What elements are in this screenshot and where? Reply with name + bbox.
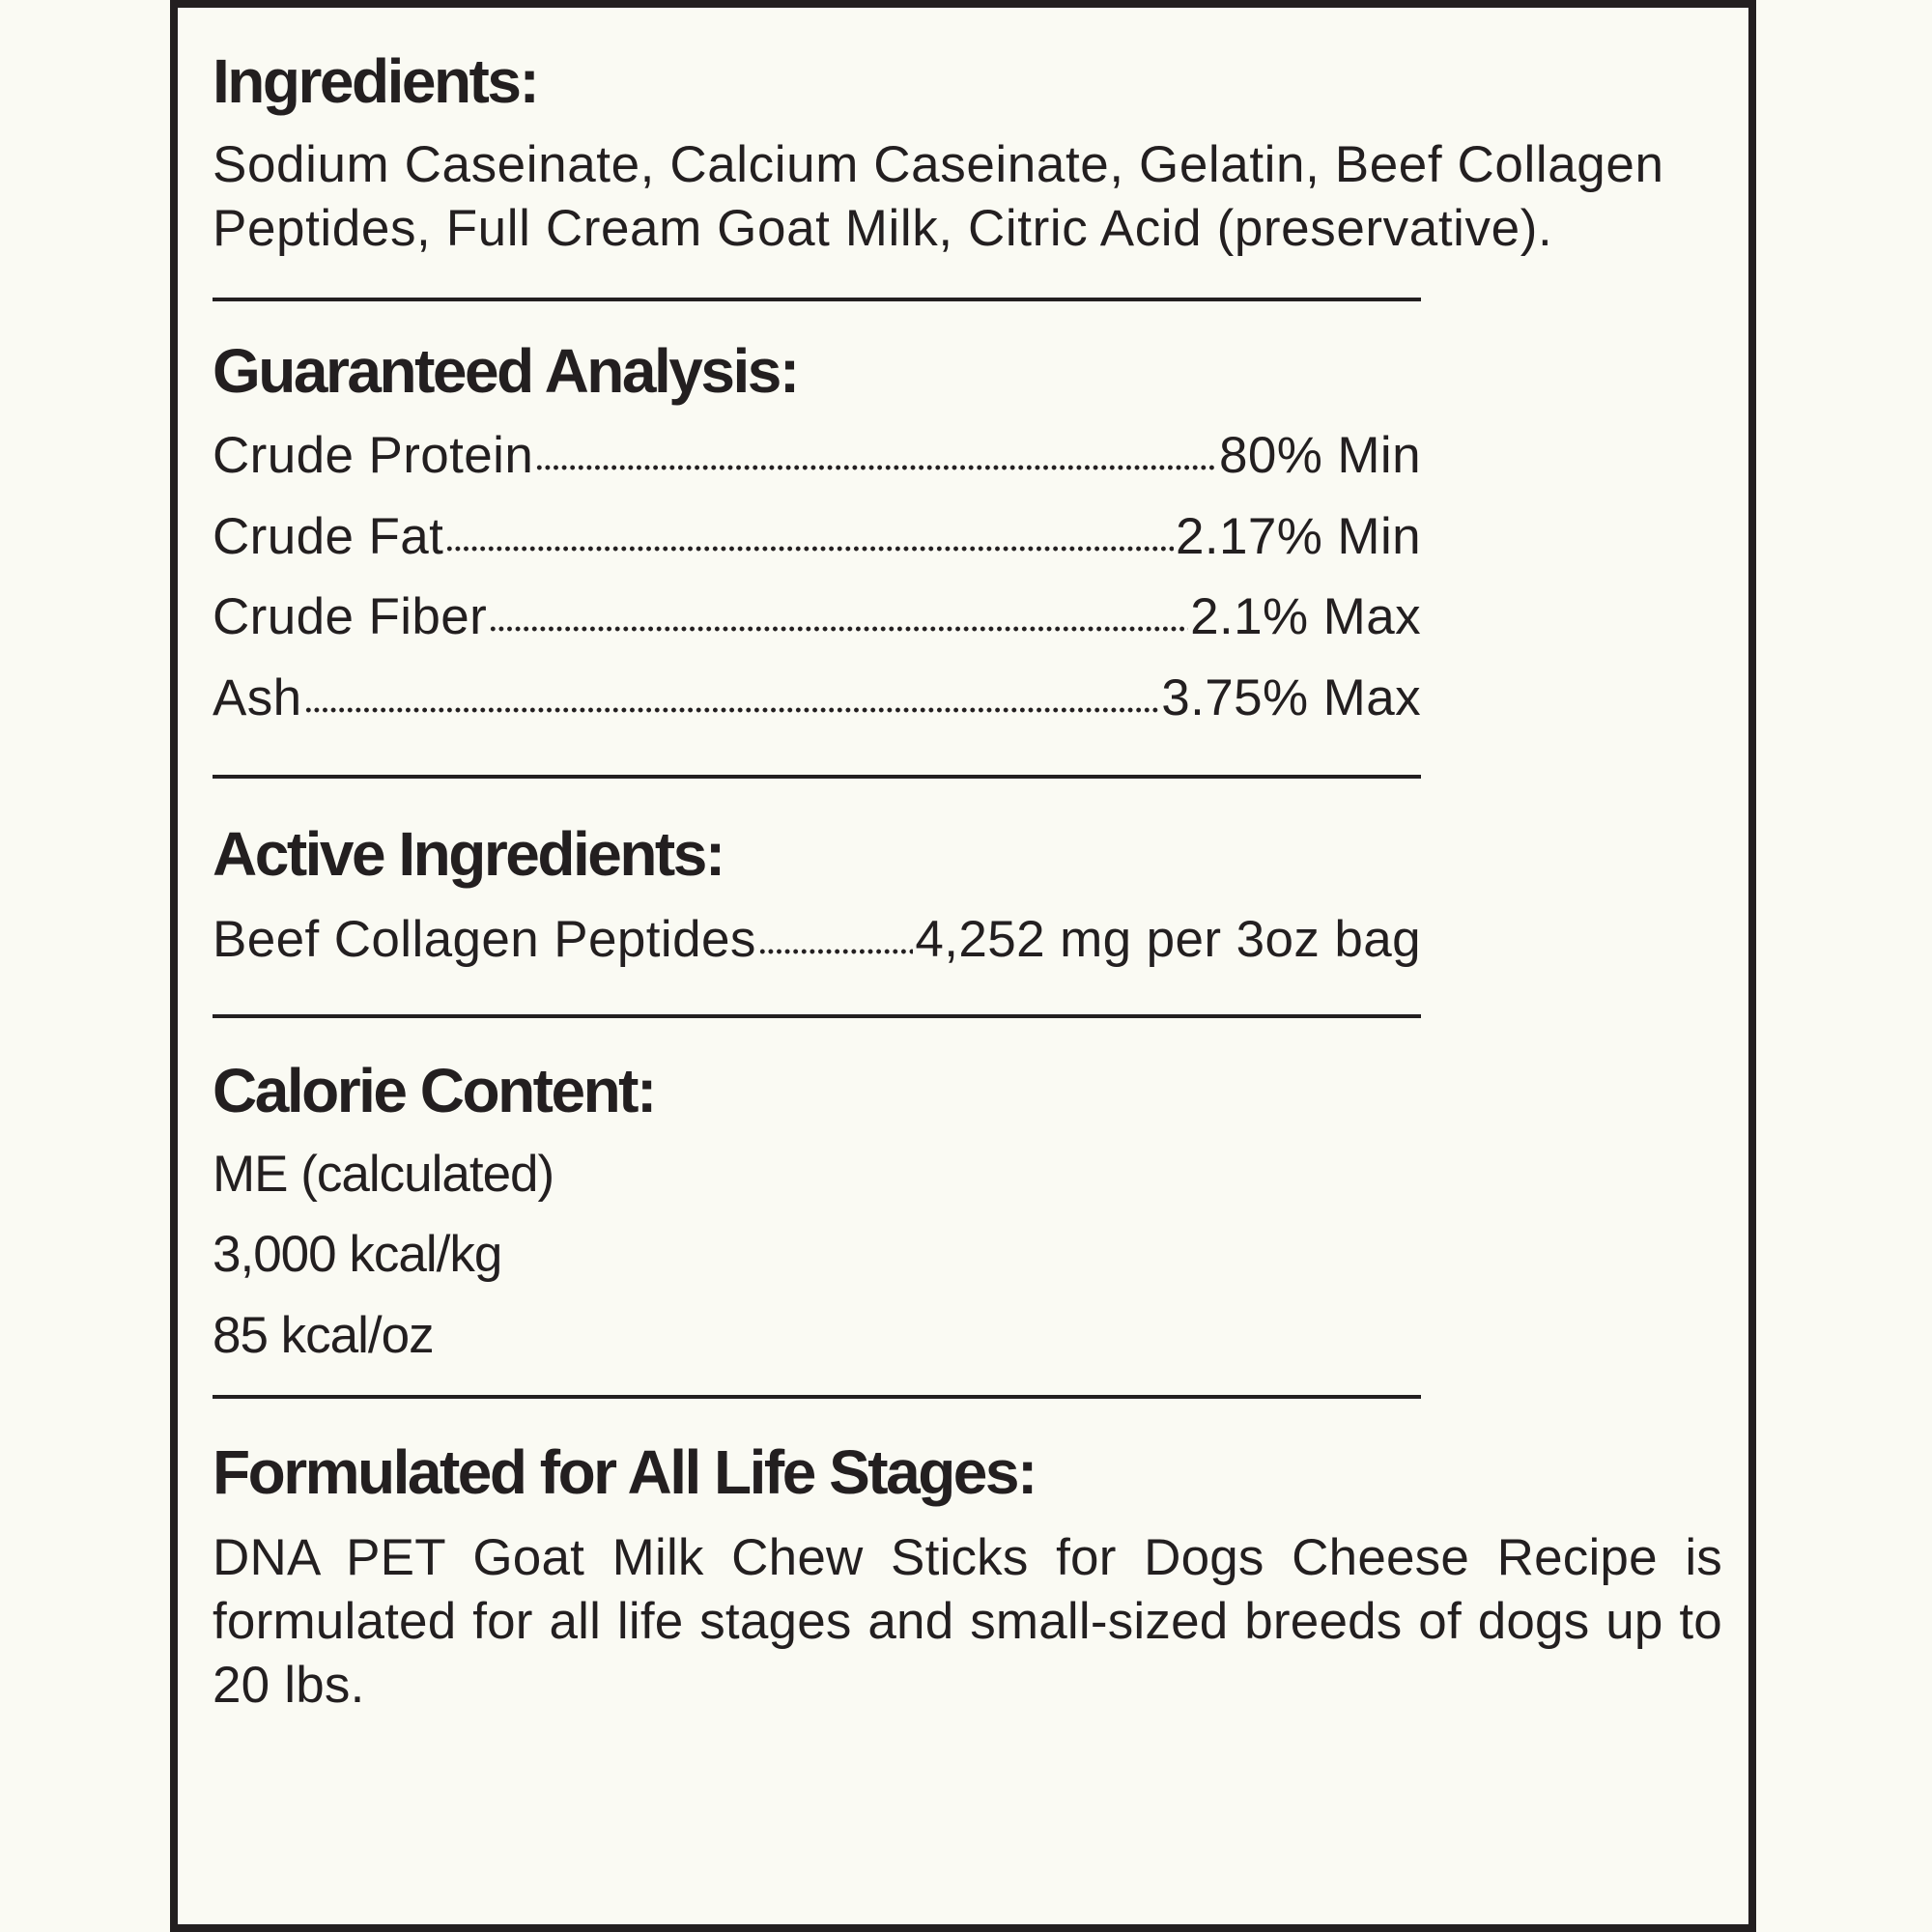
analysis-value: 2.1% Max [1190,588,1421,645]
dot-leader [304,703,1160,717]
analysis-row-ash [213,667,1421,730]
calorie-line-method: ME (calculated) [213,1146,554,1203]
dot-leader [445,542,1174,555]
dot-leader [489,622,1188,636]
ingredients-text: Sodium Caseinate, Calcium Caseinate, Gelatin, Beef Collagen Peptides, Full Cream Goat Milk, Citric Acid (preservative). [213,136,1664,257]
divider-3 [213,1014,1421,1018]
life-stages-text: DNA PET Goat Milk Chew Sticks for Dogs Cheese Recipe is formulated for all life stages and small-sized breeds of dogs up to 20 lbs. [213,1529,1722,1714]
life-stages-heading: Formulated for All Life Stages: [213,1437,1036,1507]
dot-leader [758,945,914,958]
active-ingredient-label: Beef Collagen Peptides [213,911,756,968]
nutrition-label-content [213,0,1722,1932]
analysis-label: Ash [213,669,302,726]
divider-4 [213,1395,1421,1399]
analysis-row-crude-fiber [213,585,1421,649]
analysis-label: Crude Protein [213,427,534,484]
active-ingredients-heading: Active Ingredients: [213,819,724,889]
analysis-label: Crude Fat [213,508,444,565]
dot-leader [535,461,1217,474]
analysis-value: 3.75% Max [1161,669,1421,726]
guaranteed-analysis-heading: Guaranteed Analysis: [213,336,798,406]
analysis-value: 2.17% Min [1175,508,1421,565]
analysis-row-crude-protein [213,424,1421,488]
divider-1 [213,298,1421,301]
active-ingredient-row [213,908,1421,972]
calorie-content-heading: Calorie Content: [213,1056,655,1125]
analysis-label: Crude Fiber [213,588,488,645]
ingredients-heading: Ingredients: [213,46,538,116]
calorie-line-per-kg: 3,000 kcal/kg [213,1226,502,1283]
analysis-value: 80% Min [1218,427,1421,484]
analysis-row-crude-fat [213,505,1421,569]
divider-2 [213,775,1421,779]
active-ingredient-value: 4,252 mg per 3oz bag [915,911,1421,968]
calorie-line-per-oz: 85 kcal/oz [213,1307,434,1364]
